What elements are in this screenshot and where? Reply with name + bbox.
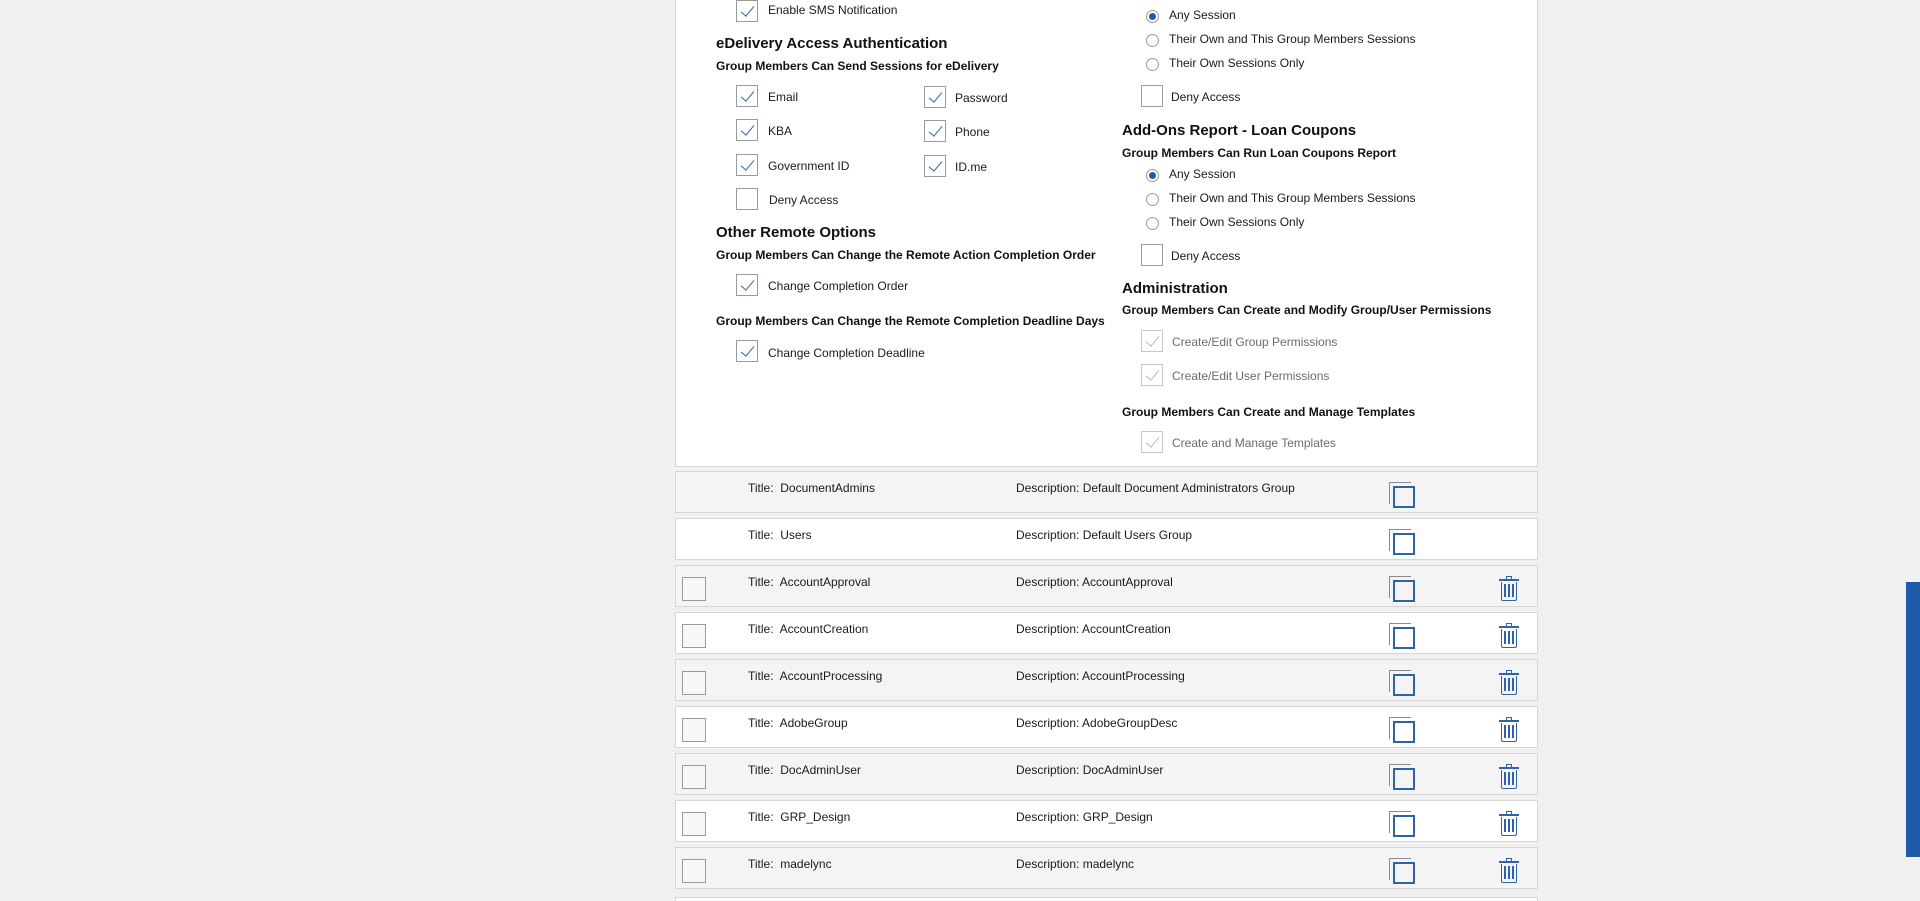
group-title: Users: [780, 528, 812, 542]
user-permissions-checkbox: [1141, 364, 1163, 386]
copy-icon[interactable]: [1389, 529, 1415, 555]
group-description: AccountProcessing: [1082, 669, 1185, 683]
top-radio-own-only-label: Their Own Sessions Only: [1169, 56, 1305, 70]
phone-checkbox[interactable]: [924, 120, 946, 142]
remote-deadline-subheading: Group Members Can Change the Remote Completion Deadline Days: [716, 314, 1105, 328]
administration-heading: Administration: [1122, 280, 1228, 297]
row-select-checkbox[interactable]: [682, 859, 706, 883]
templates-checkbox: [1141, 431, 1163, 453]
edelivery-heading: eDelivery Access Authentication: [716, 35, 948, 52]
top-radio-any-session[interactable]: [1146, 10, 1159, 23]
description-prefix: Description:: [1016, 481, 1080, 495]
phone-label: Phone: [955, 125, 990, 139]
group-row-users[interactable]: [675, 518, 1538, 560]
description-prefix: Description:: [1016, 716, 1080, 730]
row-select-checkbox[interactable]: [682, 718, 706, 742]
group-description: Default Document Administrators Group: [1082, 481, 1295, 495]
email-checkbox[interactable]: [736, 85, 758, 107]
kba-label: KBA: [768, 124, 793, 138]
row-select-checkbox[interactable]: [682, 812, 706, 836]
group-row-accountapproval[interactable]: [675, 565, 1538, 607]
sms-checkbox[interactable]: [736, 0, 758, 22]
copy-icon[interactable]: [1389, 623, 1415, 649]
group-description: DocAdminUser: [1082, 763, 1164, 777]
copy-icon[interactable]: [1389, 576, 1415, 602]
group-row-accountcreation[interactable]: [675, 612, 1538, 654]
government-id-checkbox[interactable]: [736, 154, 758, 176]
group-row-docadminuser[interactable]: [675, 753, 1538, 795]
password-label: Password: [955, 91, 1008, 105]
top-deny-checkbox[interactable]: [1141, 85, 1163, 107]
edelivery-deny-label: Deny Access: [769, 193, 839, 207]
trash-icon[interactable]: [1499, 670, 1519, 696]
group-title: DocAdminUser: [780, 763, 861, 777]
copy-icon[interactable]: [1389, 764, 1415, 790]
trash-icon[interactable]: [1499, 811, 1519, 837]
sms-label: Enable SMS Notification: [768, 3, 898, 17]
group-row-accountprocessing[interactable]: [675, 659, 1538, 701]
title-prefix: Title:: [748, 763, 774, 777]
kba-checkbox[interactable]: [736, 119, 758, 141]
remote-heading: Other Remote Options: [716, 224, 877, 241]
loan-deny-checkbox[interactable]: [1141, 244, 1163, 266]
group-row-partial: [675, 897, 1538, 901]
trash-icon[interactable]: [1499, 764, 1519, 790]
change-deadline-label: Change Completion Deadline: [768, 346, 925, 360]
copy-icon[interactable]: [1389, 811, 1415, 837]
copy-icon[interactable]: [1389, 858, 1415, 884]
description-prefix: Description:: [1016, 622, 1080, 636]
top-radio-own-and-group-label: Their Own and This Group Members Sessions: [1169, 32, 1416, 46]
group-row-grp-design[interactable]: [675, 800, 1538, 842]
group-description: Default Users Group: [1082, 528, 1193, 542]
row-select-checkbox[interactable]: [682, 765, 706, 789]
title-prefix: Title:: [748, 481, 774, 495]
group-title: AdobeGroup: [779, 716, 848, 730]
description-prefix: Description:: [1016, 669, 1080, 683]
idme-label: ID.me: [955, 160, 988, 174]
email-label: Email: [768, 90, 799, 104]
group-permissions-panel: [675, 0, 1538, 467]
edelivery-subheading: Group Members Can Send Sessions for eDelivery: [716, 59, 999, 73]
loan-radio-any-session-label: Any Session: [1169, 167, 1236, 181]
description-prefix: Description:: [1016, 857, 1080, 871]
row-select-checkbox[interactable]: [682, 624, 706, 648]
top-deny-label: Deny Access: [1171, 90, 1241, 104]
loan-coupons-subheading: Group Members Can Run Loan Coupons Report: [1122, 146, 1397, 160]
group-permissions-label: Create/Edit Group Permissions: [1172, 335, 1338, 349]
group-title: AccountCreation: [779, 622, 869, 636]
title-prefix: Title:: [748, 810, 774, 824]
title-prefix: Title:: [748, 528, 774, 542]
trash-icon[interactable]: [1499, 576, 1519, 602]
group-row-madelync[interactable]: [675, 847, 1538, 889]
group-title: AccountApproval: [779, 575, 871, 589]
change-deadline-checkbox[interactable]: [736, 340, 758, 362]
row-select-checkbox[interactable]: [682, 577, 706, 601]
loan-radio-own-only-label: Their Own Sessions Only: [1169, 215, 1305, 229]
title-prefix: Title:: [748, 669, 774, 683]
trash-icon[interactable]: [1499, 717, 1519, 743]
description-prefix: Description:: [1016, 763, 1080, 777]
loan-coupons-heading: Add-Ons Report - Loan Coupons: [1122, 122, 1357, 139]
loan-deny-label: Deny Access: [1171, 249, 1241, 263]
trash-icon[interactable]: [1499, 858, 1519, 884]
templates-label: Create and Manage Templates: [1172, 436, 1336, 450]
top-radio-any-session-label: Any Session: [1169, 8, 1236, 22]
government-id-label: Government ID: [768, 159, 850, 173]
edelivery-deny-checkbox[interactable]: [736, 188, 758, 210]
group-title: GRP_Design: [780, 810, 851, 824]
group-description: AccountCreation: [1082, 622, 1171, 636]
group-description: AdobeGroupDesc: [1082, 716, 1178, 730]
templates-subheading: Group Members Can Create and Manage Templates: [1122, 405, 1416, 419]
loan-radio-own-and-group-label: Their Own and This Group Members Sessions: [1169, 191, 1416, 205]
row-select-checkbox[interactable]: [682, 671, 706, 695]
description-prefix: Description:: [1016, 575, 1080, 589]
copy-icon[interactable]: [1389, 482, 1415, 508]
group-description: AccountApproval: [1082, 575, 1173, 589]
copy-icon[interactable]: [1389, 670, 1415, 696]
copy-icon[interactable]: [1389, 717, 1415, 743]
trash-icon[interactable]: [1499, 623, 1519, 649]
group-description: madelync: [1082, 857, 1135, 871]
scrollbar-thumb[interactable]: [1906, 582, 1920, 857]
group-row-adobegroup[interactable]: [675, 706, 1538, 748]
top-radio-own-only[interactable]: [1146, 58, 1159, 71]
loan-radio-own-and-group[interactable]: [1146, 193, 1159, 206]
title-prefix: Title:: [748, 575, 774, 589]
group-title: AccountProcessing: [779, 669, 883, 683]
group-title: DocumentAdmins: [780, 481, 875, 495]
title-prefix: Title:: [748, 716, 774, 730]
description-prefix: Description:: [1016, 528, 1080, 542]
group-title: madelync: [780, 857, 832, 871]
password-checkbox[interactable]: [924, 86, 946, 108]
loan-radio-own-only[interactable]: [1146, 217, 1159, 230]
top-radio-own-and-group[interactable]: [1146, 34, 1159, 47]
idme-checkbox[interactable]: [924, 155, 946, 177]
loan-radio-any-session[interactable]: [1146, 169, 1159, 182]
permissions-subheading: Group Members Can Create and Modify Group/User Permissions: [1122, 303, 1492, 317]
remote-order-subheading: Group Members Can Change the Remote Action Completion Order: [716, 248, 1096, 262]
group-row-documentadmins[interactable]: [675, 471, 1538, 513]
change-order-checkbox[interactable]: [736, 274, 758, 296]
user-permissions-label: Create/Edit User Permissions: [1172, 369, 1330, 383]
title-prefix: Title:: [748, 857, 774, 871]
group-permissions-checkbox: [1141, 330, 1163, 352]
title-prefix: Title:: [748, 622, 774, 636]
group-description: GRP_Design: [1082, 810, 1153, 824]
change-order-label: Change Completion Order: [768, 279, 909, 293]
description-prefix: Description:: [1016, 810, 1080, 824]
